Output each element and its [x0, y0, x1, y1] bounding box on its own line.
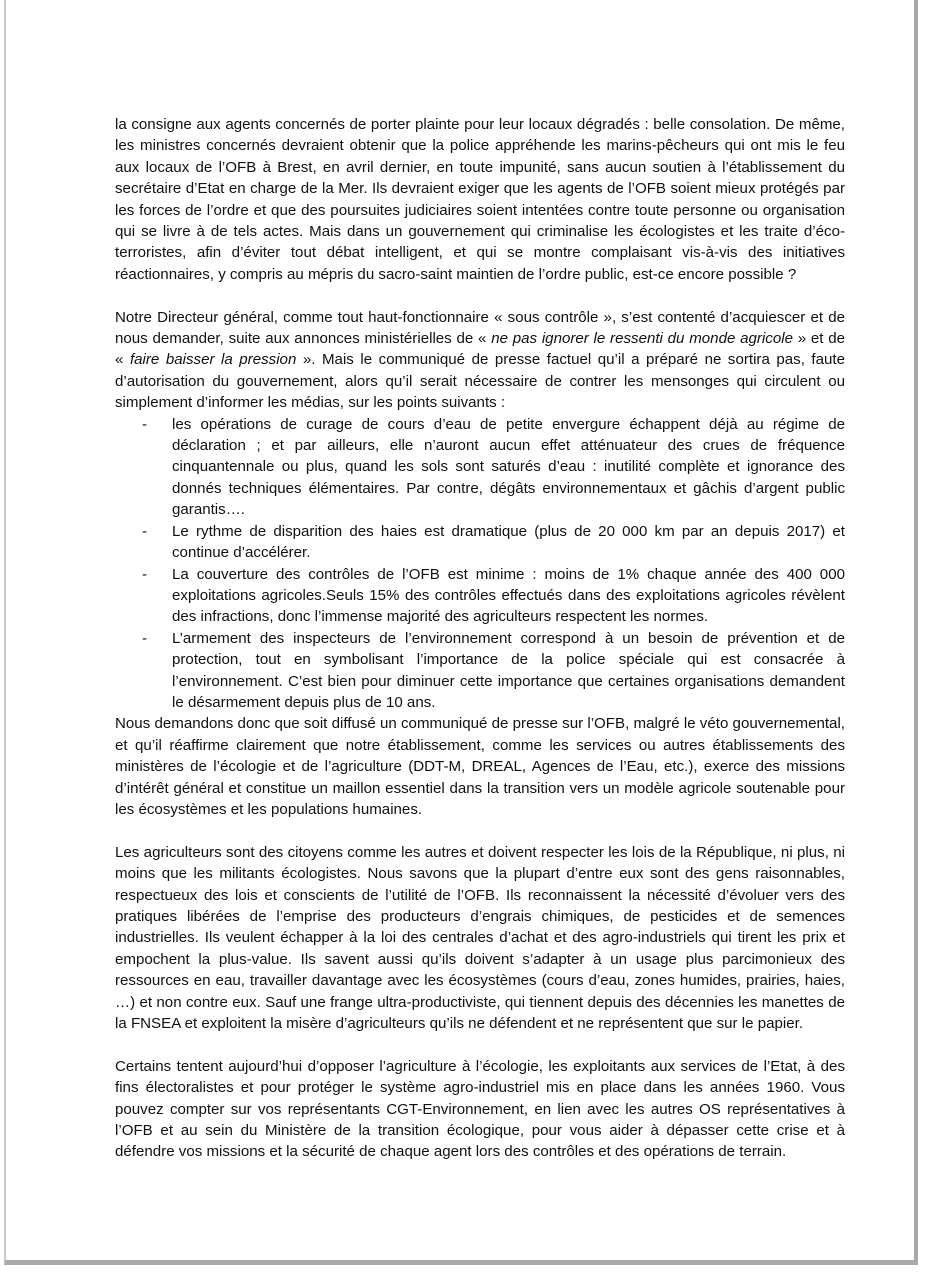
- paragraph-3: Nous demandons donc que soit diffusé un communiqué de presse sur l’OFB, malgré le véto gouvernemental, et qu’il réaffirme clairement que notre établissement, comme les services ou autres établissements des ministères de l’écologie et de l’agriculture (DDT-M, DREAL, Agences de l’Eau, etc.), exerce des missions d’intérêt général et constitue un maillon essentiel dans la transition vers un modèle agricole soutenable pour les écosystèmes et les populations humaines.: [115, 715, 845, 818]
- bullet-list: [115, 414, 845, 714]
- paragraph-2-part-b: » et de «: [115, 330, 846, 369]
- quote-pression: faire baisser la pression: [129, 351, 297, 369]
- bullet-marker: -: [142, 629, 148, 647]
- bullet-item: [115, 628, 845, 714]
- document-page: [4, 0, 918, 1265]
- paragraph-4: Les agriculteurs sont des citoyens comme les autres et doivent respecter les lois de la République, ni plus, ni moins que les militants écologistes. Nous savons que la plupart d’entre eux sont des gens raisonnables, respectueux des lois et conscients de l’utilité de l’OFB. Ils reconnaissent la nécessité d’évoluer vers des pratiques libérées de l’emprise des producteurs d’engrais chimiques, de pesticides et de semences industrielles. Ils veulent échapper à la loi des centrales d’achat et des agro-industriels qui tirent les prix et empochent la plus-value. Ils savent aussi qu’ils doivent s’adapter à un usage plus parcimonieux des ressources en eau, travailler davantage avec les écosystèmes (cours d’eau, zones humides, prairies, haies, …) et non contre eux. Sauf une frange ultra-productiviste, qui tiennent depuis des décennies les manettes de la FNSEA et exploitent la misère d’agriculteurs qu’ils ne défendent et ne représentent que sur le papier.: [115, 843, 845, 1033]
- paragraph-5: Certains tentent aujourd’hui d’opposer l’agriculture à l’écologie, les exploitants aux services de l’Etat, à des fins électoralistes et pour protéger le système agro-industriel mis en place dans les années 1960. Vous pouvez compter sur vos représentants CGT-Environnement, en lien avec les autres OS représentatives à l’OFB et au sein du Ministère de la transition écologique, pour vous aider à dépasser cette crise et à défendre vos missions et la sécurité de chaque agent lors des contrôles et des opérations de terrain.: [115, 1057, 845, 1161]
- document-body: [115, 114, 845, 1163]
- bullet-item: [115, 414, 845, 521]
- bullet-text: L’armement des inspecteurs de l’environnement correspond à un besoin de prévention et de protection, tout en symbolisant l’importance de la police spéciale qui est consacrée à l’environnement. C’est bien pour diminuer cette importance que certaines organisations demandent le désarmement depuis plus de 10 ans.: [172, 629, 845, 711]
- bullet-text: La couverture des contrôles de l’OFB est minime : moins de 1% chaque année des 400 000 exploitations agricoles.Seuls 15% des contrôles effectués dans des exploitations agricoles révèlent des infractions, donc l’immense majorité des agriculteurs respectent les normes.: [172, 565, 845, 626]
- paragraph-2-part-a: Notre Directeur général, comme tout haut-fonctionnaire « sous contrôle », s’est contenté d’acquiescer et de nous demander, suite aux annonces ministérielles de «: [115, 308, 845, 348]
- bullet-item: [115, 521, 845, 564]
- bullet-text: les opérations de curage de cours d’eau de petite envergure échappent déjà au régime de déclaration ; et par ailleurs, elle n’auront aucun effet atténuateur des crues de fréquence cinquantennale ou plus, quand les sols sont saturés d’eau : inutilité complète et ignorance des donnés techniques élémentaires. Par contre, dégâts environnementaux et gâchis d’argent public garantis….: [172, 415, 845, 519]
- bullet-item: [115, 564, 845, 628]
- quote-ressenti: ne pas ignorer le ressenti du monde agricole: [491, 330, 793, 348]
- bullet-marker: -: [142, 415, 148, 433]
- bullet-marker: -: [142, 565, 148, 583]
- paragraph-2-part-c: ». Mais le communiqué de presse factuel qu’il a préparé ne sortira pas, faute d’autorisation du gouvernement, alors qu’il serait nécessaire de contrer les mensonges qui circulent ou simplement d’informer les médias, sur les points suivants :: [115, 351, 846, 412]
- bullet-marker: -: [142, 522, 148, 540]
- paragraph-2: [115, 307, 845, 414]
- bullet-text: Le rythme de disparition des haies est dramatique (plus de 20 000 km par an depuis 2017) et continue d’accélérer.: [172, 522, 845, 562]
- paragraph-1: la consigne aux agents concernés de porter plainte pour leur locaux dégradés : belle consolation. De même, les ministres concernés devraient obtenir que la police appréhende les marins-pêcheurs qui ont mis le feu aux locaux de l’OFB à Brest, en avril dernier, en toute impunité, sans aucun soutien à l’établissement du secrétaire d’Etat en charge de la Mer. Ils devraient exiger que les agents de l’OFB soient mieux protégés par les forces de l’ordre et que des poursuites judiciaires soient intentées contre toute personne ou organisation qui se livre à de tels actes. Mais dans un gouvernement qui criminalise les écologistes et les traite d’éco-terroristes, afin d’éviter tout débat intelligent, et qui se montre complaisant vis-à-vis des initiatives réactionnaires, y compris au mépris du sacro-saint maintien de l’ordre public, est-ce encore possible ?: [115, 116, 845, 283]
